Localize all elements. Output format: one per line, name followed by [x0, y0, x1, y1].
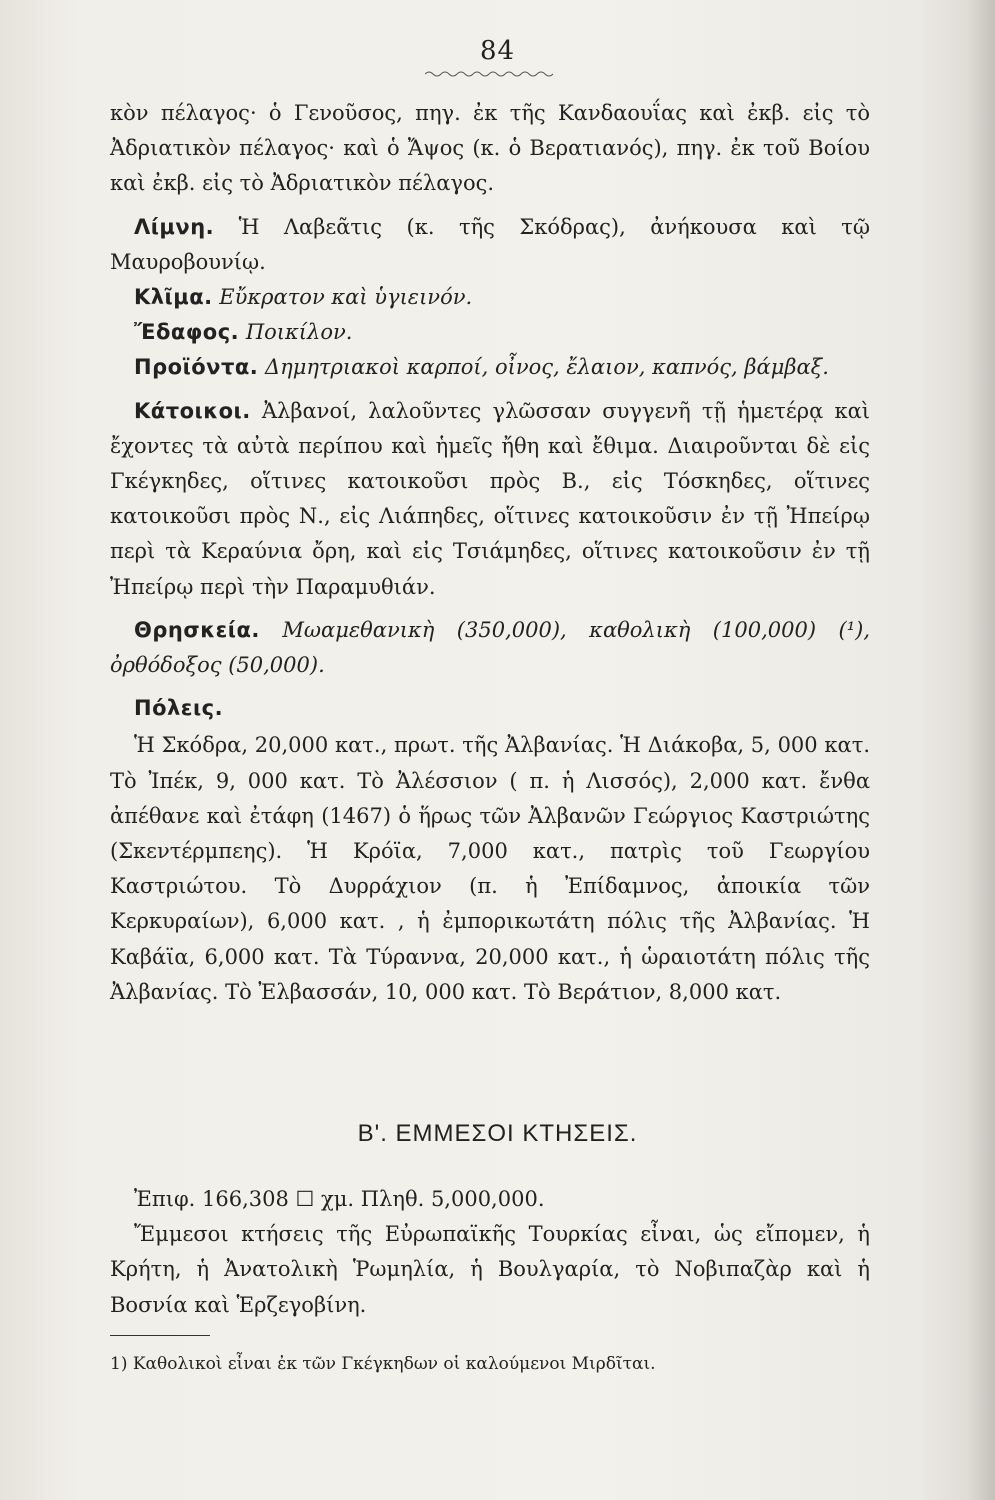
lake-text: Ἡ Λαβεᾶτις (κ. τῆς Σκόδρας), ἀνήκουσα καὶ τῷ Μαυροβουνίῳ.: [110, 214, 871, 274]
inhabitants-paragraph: [110, 394, 870, 605]
climate-heading: Κλῖμα.: [134, 285, 213, 310]
cities-heading-paragraph: [110, 691, 870, 726]
footnote: 1) Καθολικοὶ εἶναι ἐκ τῶν Γκέγκηδων οἱ καλούμενοι Μιρδῖται.: [110, 1354, 656, 1374]
section-paragraph: Ἔμμεσοι κτήσεις τῆς Εὐρωπαϊκῆς Τουρκίας εἶναι, ὡς εἴπομεν, ἡ Κρήτη, ἡ Ἀνατολικὴ Ῥωμηλία, ἡ Βουλγαρία, τὸ Νοβιπαζὰρ καὶ ἡ Βοσνία καὶ Ἑρζεγοβίνη.: [110, 1222, 870, 1317]
products-heading: Προϊόντα.: [134, 355, 259, 380]
religion-text: Μωαμεθανικὴ (350,000), καθολικὴ (100,000) (¹), ὀρθόδοξος (50,000).: [110, 617, 870, 678]
products-text: Δημητριακοὶ καρποί, οἶνος, ἔλαιον, καπνός, βάμβαξ.: [264, 355, 829, 380]
section-body: [110, 1182, 870, 1323]
climate-text: Εὔκρατον καὶ ὑγιεινόν.: [219, 285, 473, 310]
rivers-paragraph: κὸν πέλαγος· ὁ Γενοῦσος, πηγ. ἐκ τῆς Κανδαουΐας καὶ ἐκβ. εἰς τὸ Ἀδριατικὸν πέλαγος· καὶ ὁ Ἄψος (κ. ὁ Βερατιανός), πηγ. ἐκ τοῦ Βοίου καὶ ἐκβ. εἰς τὸ Ἀδριατικὸν πέλαγος.: [110, 101, 870, 196]
page-edge-shadow: [967, 0, 995, 1500]
section-stats: Ἐπιφ. 166,308 ☐ χμ. Πληθ. 5,000,000.: [134, 1187, 545, 1211]
religion-paragraph: [110, 613, 870, 683]
climate-paragraph: [110, 280, 870, 315]
header-ornament-rule: [425, 68, 555, 80]
cities-paragraph: Ἡ Σκόδρα, 20,000 κατ., πρωτ. τῆς Ἀλβανίας. Ἡ Διάκοβα, 5, 000 κατ. Τὸ Ἰπέκ, 9, 000 κατ. Τὸ Ἀλέσσιον ( π. ἡ Λισσός), 2,000 κατ. ἔνθα ἀπέθανε καὶ ἐτάφη (1467) ὁ ἥρως τῶν Ἀλβανῶν Γεώργιος Καστριώτης (Σκεντέρμπεης). Ἡ Κρόϊα, 7,000 κατ., πατρὶς τοῦ Γεωργίου Καστριώτου. Τὸ Δυρράχιον (π. ἡ Ἐπίδαμνος, ἀποικία τῶν Κερκυραίων), 6,000 κατ. , ἡ ἐμπορικωτάτη πόλις τῆς Ἀλβανίας. Ἡ Καβάϊα, 6,000 κατ. Τὰ Τύραννα, 20,000 κατ., ἡ ὡραιοτάτη πόλις τῆς Ἀλβανίας. Τὸ Ἐλβασσάν, 10, 000 κατ. Τὸ Βεράτιον, 8,000 κατ.: [110, 733, 870, 1004]
lake-heading: Λίμνη.: [134, 214, 215, 239]
footnote-rule: [110, 1335, 210, 1336]
religion-heading: Θρησκεία.: [134, 617, 260, 642]
lake-paragraph: [110, 210, 870, 280]
cities-heading: Πόλεις.: [134, 696, 224, 721]
inhabitants-text: Ἀλβανοί, λαλοῦντες γλῶσσαν συγγενῆ τῇ ἡμετέρᾳ καὶ ἔχοντες τὰ αὐτὰ περίπου καὶ ἡμεῖς ἤθη καὶ ἔθιμα. Διαιροῦνται δὲ εἰς Γκέγκηδες, οἵτινες κατοικοῦσι πρὸς Β., εἰς Τόσκηδες, οἵτινες κατοικοῦσι πρὸς Ν., εἰς Λιάπηδες, οἵτινες κατοικοῦσιν ἐν τῇ Ἠπείρῳ περὶ τὰ Κεραύνια ὄρη, καὶ εἰς Τσιάμηδες, οἵτινες κατοικοῦσιν ἐν τῇ Ἠπείρῳ περὶ τὴν Παραμυθιάν.: [110, 398, 870, 599]
page-number: 84: [479, 36, 516, 66]
soil-text: Ποικίλον.: [245, 320, 353, 345]
soil-paragraph: [110, 315, 870, 350]
body-text: [110, 96, 870, 1010]
section-title: Β'. ΕΜΜΕΣΟΙ ΚΤΗΣΕΙΣ.: [357, 1120, 638, 1147]
soil-heading: Ἔδαφος.: [134, 320, 240, 345]
products-paragraph: [110, 350, 870, 385]
inhabitants-heading: Κάτοικοι.: [134, 398, 251, 423]
